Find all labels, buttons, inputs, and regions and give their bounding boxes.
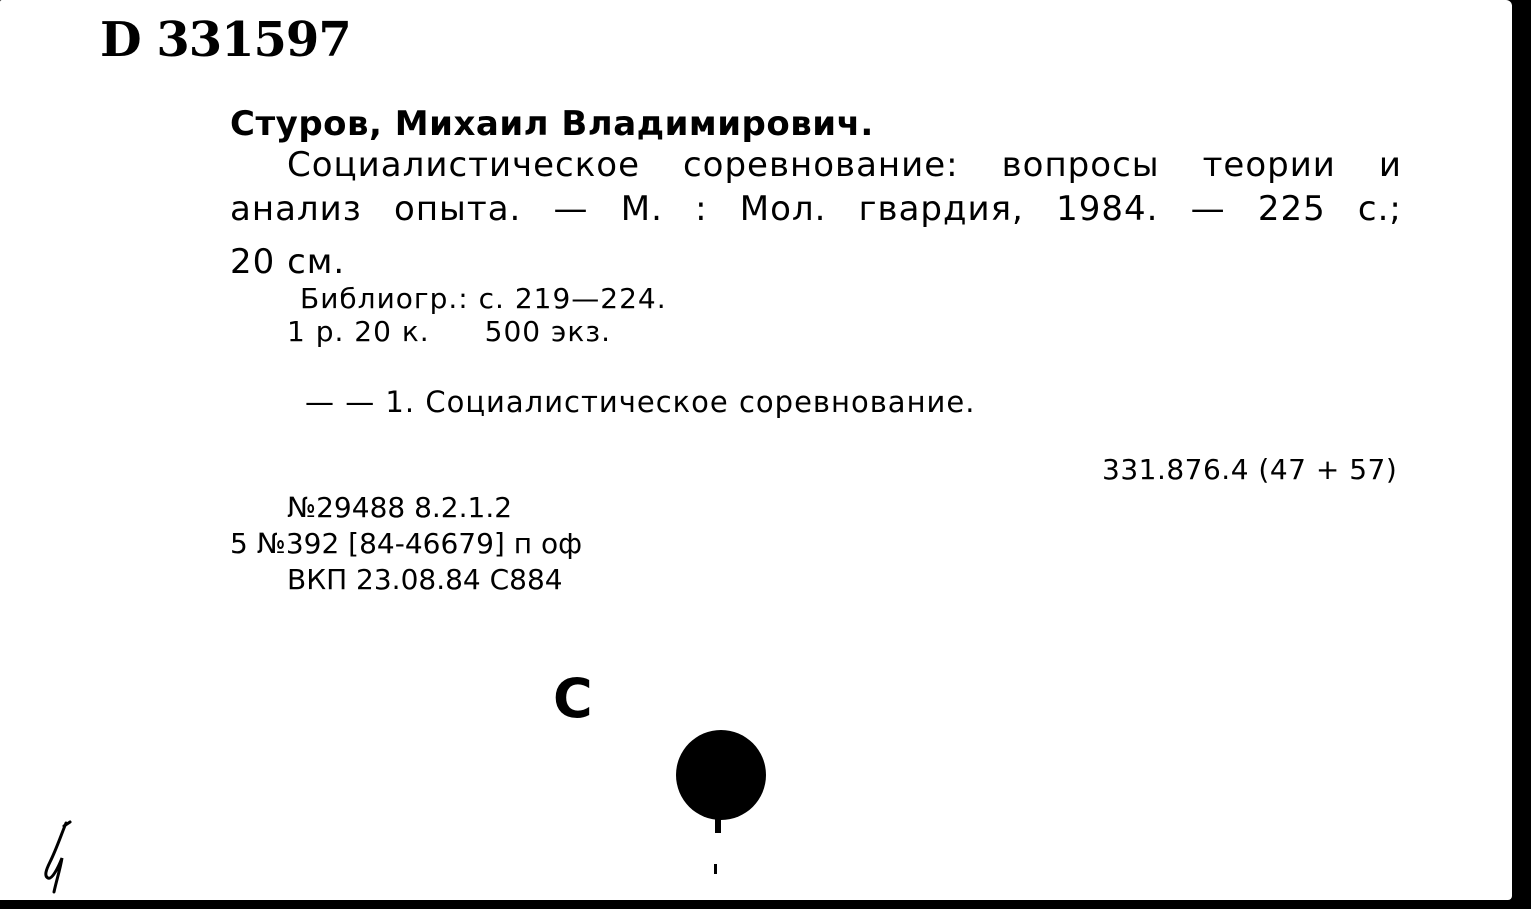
title-word: гвардия, — [858, 189, 1024, 229]
record-number: №29488 8.2.1.2 — [287, 491, 513, 524]
title-line-2 — [230, 189, 1402, 229]
shelf-mark: D 331597 — [100, 12, 351, 68]
title-word: — — [553, 189, 589, 229]
title-word: 225 — [1257, 189, 1326, 229]
udc-classification: 331.876.4 (47 + 57) — [1102, 453, 1398, 486]
punch-hole-tail — [715, 815, 721, 833]
subject-heading: — — 1. Социалистическое соревнование. — [305, 385, 976, 419]
price-line — [287, 315, 612, 348]
author-heading: Стуров, Михаил Владимирович. — [230, 104, 874, 144]
title-word: опыта. — [394, 189, 522, 229]
title-word: и — [1378, 145, 1402, 185]
title-word: теории — [1202, 145, 1336, 185]
title-word: анализ — [230, 189, 362, 229]
title-word: — — [1190, 189, 1226, 229]
ink-speck — [714, 864, 717, 874]
print-info: 5 №392 [84-46679] п оф — [230, 527, 583, 560]
title-word: М. — [620, 189, 663, 229]
scan-border-right — [1512, 0, 1531, 909]
price: 1 р. 20 к. — [287, 315, 430, 348]
bibliography-note: Библиогр.: с. 219—224. — [300, 282, 667, 315]
title-line-3: 20 см. — [230, 242, 346, 282]
punch-hole — [676, 730, 766, 820]
vkp-line: ВКП 23.08.84 С884 — [287, 563, 563, 596]
handwritten-mark-icon — [38, 820, 78, 895]
letter-mark: С — [553, 667, 593, 730]
title-word: 1984. — [1056, 189, 1159, 229]
title-word: соревнование: — [682, 145, 959, 185]
title-word: с.; — [1357, 189, 1402, 229]
copies: 500 экз. — [484, 315, 612, 348]
title-word: вопросы — [1001, 145, 1160, 185]
title-word: Мол. — [739, 189, 827, 229]
title-word: Социалистическое — [287, 145, 640, 185]
title-line-1 — [287, 145, 1402, 185]
scan-border-bottom — [0, 900, 1531, 909]
title-word: : — [695, 189, 708, 229]
